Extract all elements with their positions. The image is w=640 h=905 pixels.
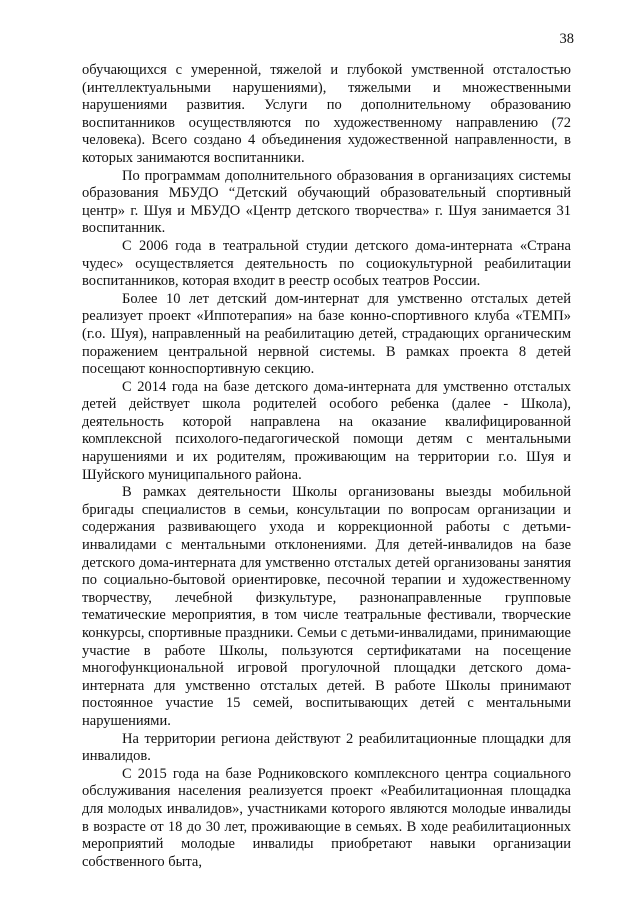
paragraph-continuation: обучающихся с умеренной, тяжелой и глубокой умственной отсталостью (интеллектуальными нарушениями), тяжелыми и множественными нарушениями развития. Услуги по дополнительному образованию воспитанников осуществляются по художественному направлению (72 человека). Всего создано 4 объединения художественной направленности, в которых занимаются воспитанники. <box>82 62 571 166</box>
paragraph: По программам дополнительного образования в организациях системы образования МБУДО “Детский обучающий образовательный спортивный центр» г. Шуя и МБУДО «Центр детского творчества» г. Шуя занимается 31 воспитанник. <box>82 167 571 237</box>
paragraph: В рамках деятельности Школы организованы выезды мобильной бригады специалистов в семьи, консультации по вопросам организации и содержания развивающего ухода и коррекционной работы с детьми-инвалидами с ментальными отклонениями. Для детей-инвалидов на базе детского дома-интерната для умственно отсталых детей организованы занятия по социально-бытовой ориентировке, песочной терапии и художественному творчеству, лечебной физкультуре, разнонаправленные групповые тематические мероприятия, в том числе театральные фестивали, творческие конкурсы, спортивные праздники. Семьи с детьми-инвалидами, принимающие участие в работе Школы, пользуются сертификатами на посещение многофункциональной игровой прогулочной площадки детского дома-интерната для умственно отсталых детей. В работе Школы принимают постоянное участие 15 семей, воспитывающих детей с ментальными нарушениями. <box>82 484 571 729</box>
paragraph: Более 10 лет детский дом-интернат для умственно отсталых детей реализует проект «Иппотерапия» на базе конно-спортивного клуба «ТЕМП» (г.о. Шуя), направленный на реабилитацию детей, страдающих органическим поражением центральной нервной системы. В рамках проекта 8 детей посещают конноспортивную секцию. <box>82 290 571 378</box>
page-number: 38 <box>559 31 574 47</box>
paragraph: На территории региона действуют 2 реабилитационные площадки для инвалидов. <box>82 730 571 765</box>
paragraph: С 2006 года в театральной студии детского дома-интерната «Страна чудес» осуществляется деятельность по социокультурной реабилитации воспитанников, которая входит в реестр особых театров России. <box>82 237 571 290</box>
body-text <box>82 62 571 871</box>
paragraph: С 2014 года на базе детского дома-интерната для умственно отсталых детей действует школа родителей особого ребенка (далее - Школа), деятельность которой направлена на оказание квалифицированной комплексной психолого-педагогической помощи детям с ментальными нарушениями и их родителям, проживающим на территории г.о. Шуя и Шуйского муниципального района. <box>82 378 571 483</box>
paragraph: С 2015 года на базе Родниковского комплексного центра социального обслуживания населения реализуется проект «Реабилитационная площадка для молодых инвалидов», участниками которого являются молодые инвалиды в возрасте от 18 до 30 лет, проживающие в семьях. В ходе реабилитационных мероприятий молодые инвалиды приобретают навыки организации собственного быта, <box>82 765 571 870</box>
